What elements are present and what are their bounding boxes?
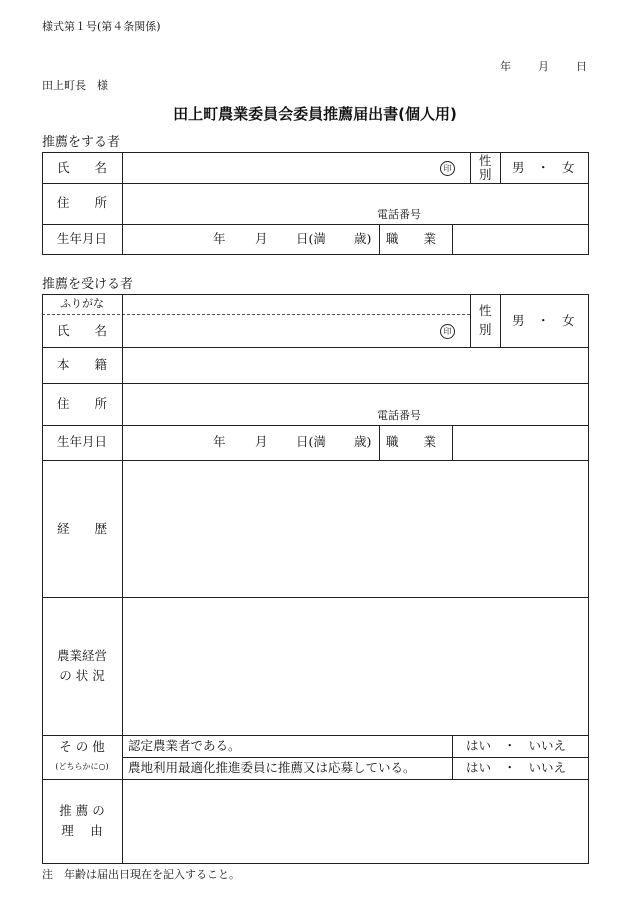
- nominee-sex-label-1: 性: [479, 303, 492, 318]
- nominee-section-label: 推薦を受ける者: [42, 277, 134, 292]
- recommender-address-label: 住 所: [56, 195, 107, 210]
- nominee-reason-field[interactable]: [125, 783, 585, 860]
- page-title: 田上町農業委員会委員推薦届出書(個人用): [173, 105, 457, 123]
- date-month: 月: [538, 60, 549, 73]
- nominee-sex-options[interactable]: 男 ・ 女: [512, 313, 575, 328]
- nominee-career-label: 経 歴: [56, 521, 107, 536]
- recommender-birth-year: 年: [213, 231, 226, 246]
- nominee-job-field[interactable]: [456, 430, 584, 455]
- nominee-reason-label-1: 推 薦 の: [59, 803, 105, 818]
- nominee-name-field[interactable]: [125, 318, 435, 343]
- recommender-birth-age: 歳): [354, 231, 372, 246]
- recommender-birth-day: 日(満: [296, 231, 326, 246]
- nominee-farm-label-2: の 状 況: [59, 668, 105, 683]
- nominee-phone-label: 電話番号: [377, 409, 421, 422]
- question-certified-farmer: 認定農業者である。: [128, 738, 241, 753]
- nominee-other-label: そ の 他: [59, 739, 105, 754]
- recommender-address-field[interactable]: [125, 187, 585, 219]
- date-year: 年: [500, 60, 511, 73]
- recommender-phone-label: 電話番号: [377, 208, 421, 221]
- nominee-job-label: 職 業: [386, 434, 437, 449]
- answer-certified-farmer[interactable]: はい ・ いいえ: [466, 738, 567, 753]
- nominee-domicile-field[interactable]: [125, 351, 585, 379]
- seal-mark: 印: [440, 324, 455, 339]
- nominee-birth-month: 月: [255, 434, 268, 449]
- nominee-domicile-label: 本 籍: [56, 357, 107, 372]
- form-number: 様式第１号(第４条関係): [42, 20, 161, 33]
- nominee-farm-label-1: 農業経営: [56, 648, 107, 663]
- recommender-sex-label-1: 性: [479, 153, 492, 168]
- addressee: 田上町長 様: [42, 79, 108, 92]
- recommender-birth-label: 生年月日: [56, 231, 107, 246]
- recommender-sex-label-2: 別: [479, 167, 492, 182]
- nominee-address-label: 住 所: [56, 396, 107, 411]
- nominee-other-note: (どちらかに○): [55, 762, 109, 771]
- recommender-sex-options[interactable]: 男 ・ 女: [512, 160, 575, 175]
- nominee-birth-year: 年: [213, 434, 226, 449]
- question-promotion-committee: 農地利用最適化推進委員に推薦又は応募している。: [128, 760, 416, 775]
- recommender-job-field[interactable]: [456, 228, 584, 250]
- nominee-career-field[interactable]: [125, 464, 585, 593]
- nominee-birth-label: 生年月日: [56, 434, 107, 449]
- nominee-name-label: 氏 名: [56, 323, 107, 338]
- recommender-section-label: 推薦をする者: [42, 135, 121, 150]
- nominee-birth-day: 日(満: [296, 434, 326, 449]
- recommender-name-field[interactable]: [125, 158, 465, 178]
- footer-note: 注 年齢は届出日現在を記入すること。: [42, 868, 240, 881]
- nominee-sex-label-2: 別: [479, 322, 492, 337]
- nominee-reason-label-2: 理 由: [61, 823, 103, 838]
- nominee-farm-field[interactable]: [125, 601, 585, 731]
- date-day: 日: [576, 60, 587, 73]
- answer-promotion-committee[interactable]: はい ・ いいえ: [466, 760, 567, 775]
- recommender-job-label: 職 業: [386, 231, 437, 246]
- nominee-address-field[interactable]: [125, 387, 585, 421]
- recommender-birth-month: 月: [255, 231, 268, 246]
- nominee-birth-age: 歳): [354, 434, 372, 449]
- nominee-furigana-label: ふりがな: [60, 297, 104, 310]
- nominee-furigana-field[interactable]: [125, 297, 465, 312]
- seal-mark: 印: [440, 161, 455, 176]
- recommender-name-label: 氏 名: [56, 160, 107, 175]
